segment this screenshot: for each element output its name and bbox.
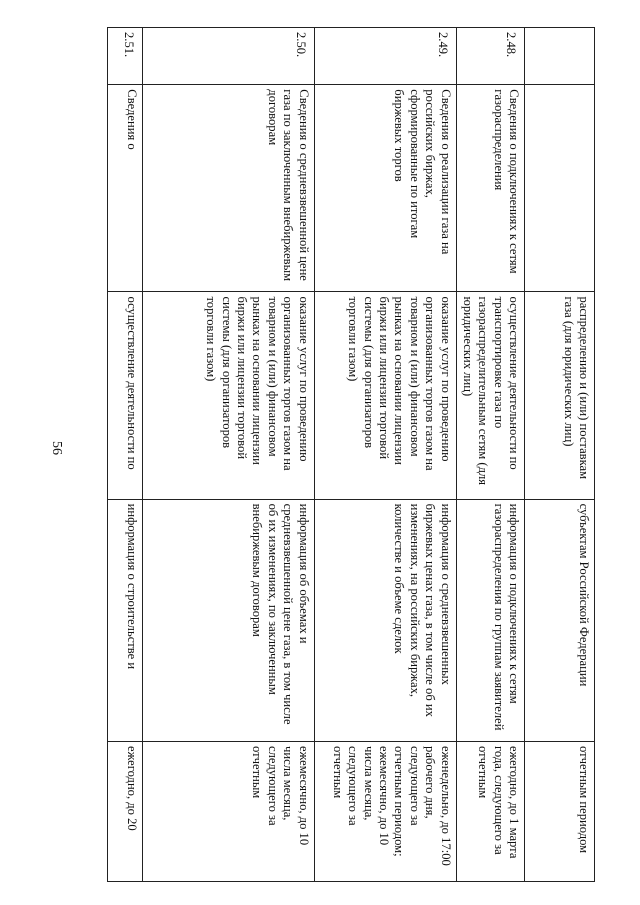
row-number: 2.50. (142, 28, 314, 85)
row-subject: информация о строительстве и (107, 499, 142, 741)
page-number: 56 (49, 441, 64, 455)
row-name: Сведения о подключениях к сетям газораспределения (456, 85, 524, 292)
row-activity: осуществление деятельности по (107, 292, 142, 499)
row-activity: осуществление деятельности по транспортировке газа по газораспределительным сетям (для юридических лиц) (456, 292, 524, 499)
row-period: ежегодно, до 1 марта года, следующего за отчетным (456, 742, 524, 882)
row-activity: оказание услуг по проведению организованных торгов газом на товарном и (или) финансовом рынках на основании лицензии биржи или лицензии торговой системы (для организаторов торговли газом) (314, 292, 456, 499)
row-activity: распределению и (или) поставкам газа (для юридических лиц) (525, 292, 595, 499)
table-row (314, 28, 456, 882)
row-period: ежемесячно, до 10 числа месяца, следующего за отчетным (142, 742, 314, 882)
row-period: еженедельно, до 17:00 рабочего дня, следующего за отчетным периодом; ежемесячно, до 10 числа месяца, следующего за отчетным (314, 742, 456, 882)
row-period: ежегодно, до 20 (107, 742, 142, 882)
row-number: 2.48. (456, 28, 524, 85)
table-container (75, 27, 595, 882)
row-subject: информация о подключениях к сетям газораспределения по группам заявителей (456, 499, 524, 741)
row-subject: информация об объемах и средневзвешенной цене газа, в том числе об их изменениях, по заключенным внебиржевым договорам (142, 499, 314, 741)
row-name: Сведения о реализации газа на российских биржах, сформированные по итогам биржевых торгов (314, 85, 456, 292)
table-row (456, 28, 524, 882)
table-row (142, 28, 314, 882)
data-table (107, 27, 595, 882)
rotated-table-frame (75, 27, 595, 882)
row-number: 2.49. (314, 28, 456, 85)
row-period: отчетным периодом (525, 742, 595, 882)
row-number: 2.51. (107, 28, 142, 85)
row-name (525, 85, 595, 292)
row-name: Сведения о (107, 85, 142, 292)
row-subject: информация о средневзвешенных биржевых ценах газа, в том числе об их изменениях, на российских биржах, количестве и объеме сделок (314, 499, 456, 741)
row-number (525, 28, 595, 85)
table-row (107, 28, 142, 882)
row-name: Сведения о средневзвешенной цене газа по заключенным внебиржевым договорам (142, 85, 314, 292)
row-subject: субъектам Российской Федерации (525, 499, 595, 741)
table-row (525, 28, 595, 882)
row-activity: оказание услуг по проведению организованных торгов газом на товарном и (или) финансовом рынках на основании лицензии биржи или лицензии торговой системы (для организаторов торговли газом) (142, 292, 314, 499)
